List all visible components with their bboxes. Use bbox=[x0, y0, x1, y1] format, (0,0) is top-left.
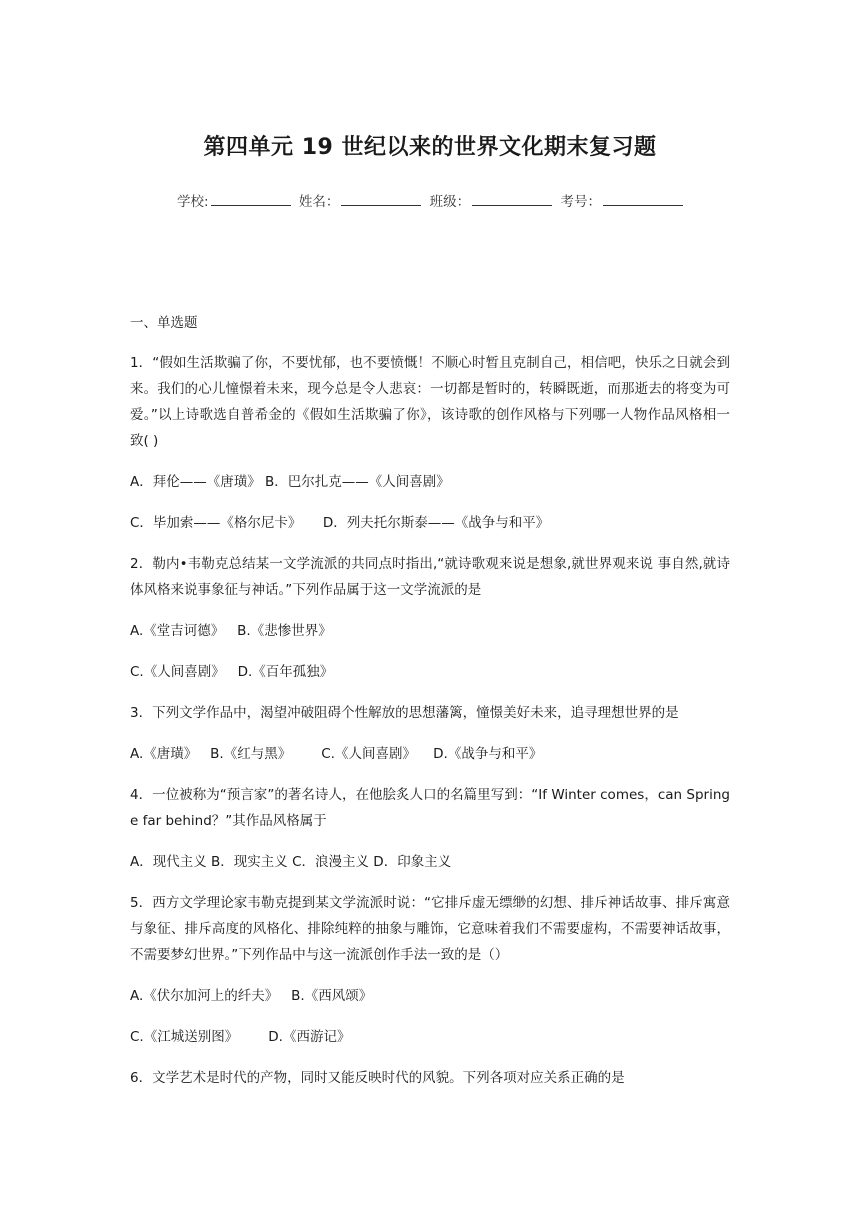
question-options: C.《江城送别图》 D.《西游记》 bbox=[130, 1029, 351, 1045]
question-options: A.《伏尔加河上的纤夫》 B.《西风颂》 bbox=[130, 988, 373, 1004]
question-stem: 3．下列文学作品中，渴望冲破阻碍个性解放的思想藩篱，憧憬美好未来，追寻理想世界的是 bbox=[130, 705, 679, 721]
question-1 bbox=[130, 350, 730, 536]
question-stem: 2．勒内•韦勒克总结某一文学流派的共同点时指出,“就诗歌观来说是想象,就世界观来说 事自然,就诗体风格来说事象征与神话。”下列作品属于这一文学流派的是 bbox=[130, 556, 730, 598]
class-blank bbox=[472, 193, 552, 206]
question-options: C.《人间喜剧》 D.《百年孤独》 bbox=[130, 664, 334, 680]
exam-id-label: 考号： bbox=[560, 194, 601, 210]
question-3 bbox=[130, 700, 730, 767]
question-4 bbox=[130, 782, 730, 875]
question-stem: 4．一位被称为“预言家”的著名诗人，在他脍炙人口的名篇里写到：“If Winter comes，can Spring e far behind？”其作品风格属于 bbox=[130, 787, 730, 829]
question-options: A.《堂吉诃德》 B.《悲惨世界》 bbox=[130, 623, 332, 639]
class-label: 班级： bbox=[429, 194, 471, 210]
question-options: A．拜伦——《唐璜》 B．巴尔扎克——《人间喜剧》 bbox=[130, 474, 450, 490]
question-list bbox=[130, 350, 730, 1106]
document-title: 第四单元 19 世纪以来的世界文化期末复习题 bbox=[203, 135, 657, 160]
question-options: A.《唐璜》 B.《红与黑》 C.《人间喜剧》 D.《战争与和平》 bbox=[130, 746, 543, 762]
question-options: C．毕加索——《格尔尼卡》 D．列夫托尔斯泰——《战争与和平》 bbox=[130, 515, 550, 531]
question-stem: 6．文学艺术是时代的产物，同时又能反映时代的风貌。下列各项对应关系正确的是 bbox=[130, 1070, 625, 1086]
question-options: A．现代主义 B．现实主义 C．浪漫主义 D．印象主义 bbox=[130, 854, 452, 870]
question-6 bbox=[130, 1065, 730, 1091]
school-label: 学校: bbox=[177, 194, 209, 210]
question-5 bbox=[130, 890, 730, 1050]
exam-id-blank bbox=[603, 193, 683, 206]
question-2 bbox=[130, 551, 730, 685]
question-stem: 1．“假如生活欺骗了你，不要忧郁，也不要愤慨！不顺心时暂且克制自己，相信吧，快乐之日就会到来。我们的心儿憧憬着未来，现今总是令人悲哀：一切都是暂时的，转瞬既逝，而那逝去的将变为可爱。”以上诗歌选自普希金的《假如生活欺骗了你》，该诗歌的创作风格与下列哪一人物作品风格相一致( ) bbox=[130, 355, 730, 449]
student-info-line bbox=[0, 190, 860, 210]
name-label: 姓名： bbox=[298, 194, 340, 210]
school-blank bbox=[211, 193, 291, 206]
name-blank bbox=[341, 193, 421, 206]
section-heading: 一、单选题 bbox=[130, 315, 198, 331]
question-stem: 5．西方文学理论家韦勒克提到某文学流派时说：“它排斥虚无缥缈的幻想、排斥神话故事、排斥寓意与象征、排斥高度的风格化、排除纯粹的抽象与雕饰，它意味着我们不需要虚构，不需要神话故事，不需要梦幻世界。”下列作品中与这一流派创作手法一致的是（） bbox=[130, 895, 730, 963]
